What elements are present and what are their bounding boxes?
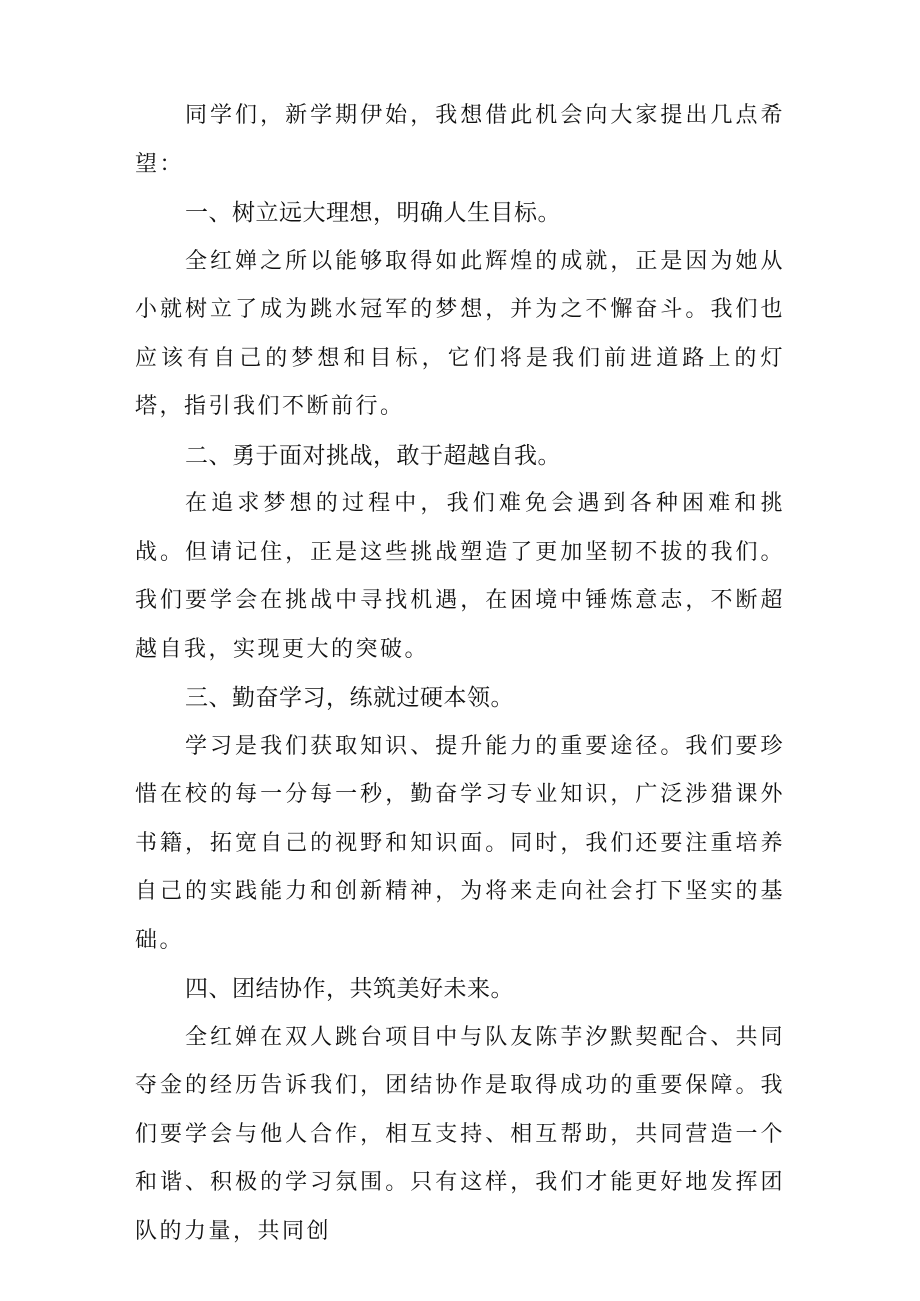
section-paragraph-2: 在追求梦想的过程中，我们难免会遇到各种困难和挑战。但请记住，正是这些挑战塑造了更加坚韧不拔的我们。我们要学会在挑战中寻找机遇，在困境中锤炼意志，不断超越自我，实现更大的突破。 [135, 491, 785, 662]
section-paragraph-3: 学习是我们获取知识、提升能力的重要途径。我们要珍惜在校的每一分每一秒，勤奋学习专业知识，广泛涉猎课外书籍，拓宽自己的视野和知识面。同时，我们还要注重培养自己的实践能力和创新精神，为将来走向社会打下坚实的基础。 [135, 733, 785, 953]
intro-paragraph: 同学们，新学期伊始，我想借此机会向大家提出几点希望： [135, 103, 785, 177]
section-heading-1: 一、树立远大理想，明确人生目标。 [185, 200, 561, 226]
section-heading-4: 四、团结协作，共筑美好未来。 [185, 976, 514, 1002]
document-body [135, 92, 785, 1256]
section-heading-3: 三、勤奋学习，练就过硬本领。 [185, 685, 514, 711]
section-paragraph-4: 全红婵在双人跳台项目中与队友陈芋汐默契配合、共同夺金的经历告诉我们，团结协作是取得成功的重要保障。我们要学会与他人合作，相互支持、相互帮助，共同营造一个和谐、积极的学习氛围。只有这样，我们才能更好地发挥团队的力量，共同创 [135, 1024, 785, 1244]
section-heading-2: 二、勇于面对挑战，敢于超越自我。 [185, 442, 561, 469]
section-paragraph-1: 全红婵之所以能够取得如此辉煌的成就，正是因为她从小就树立了成为跳水冠军的梦想，并为之不懈奋斗。我们也应该有自己的梦想和目标，它们将是我们前进道路上的灯塔，指引我们不断前行。 [135, 248, 785, 419]
